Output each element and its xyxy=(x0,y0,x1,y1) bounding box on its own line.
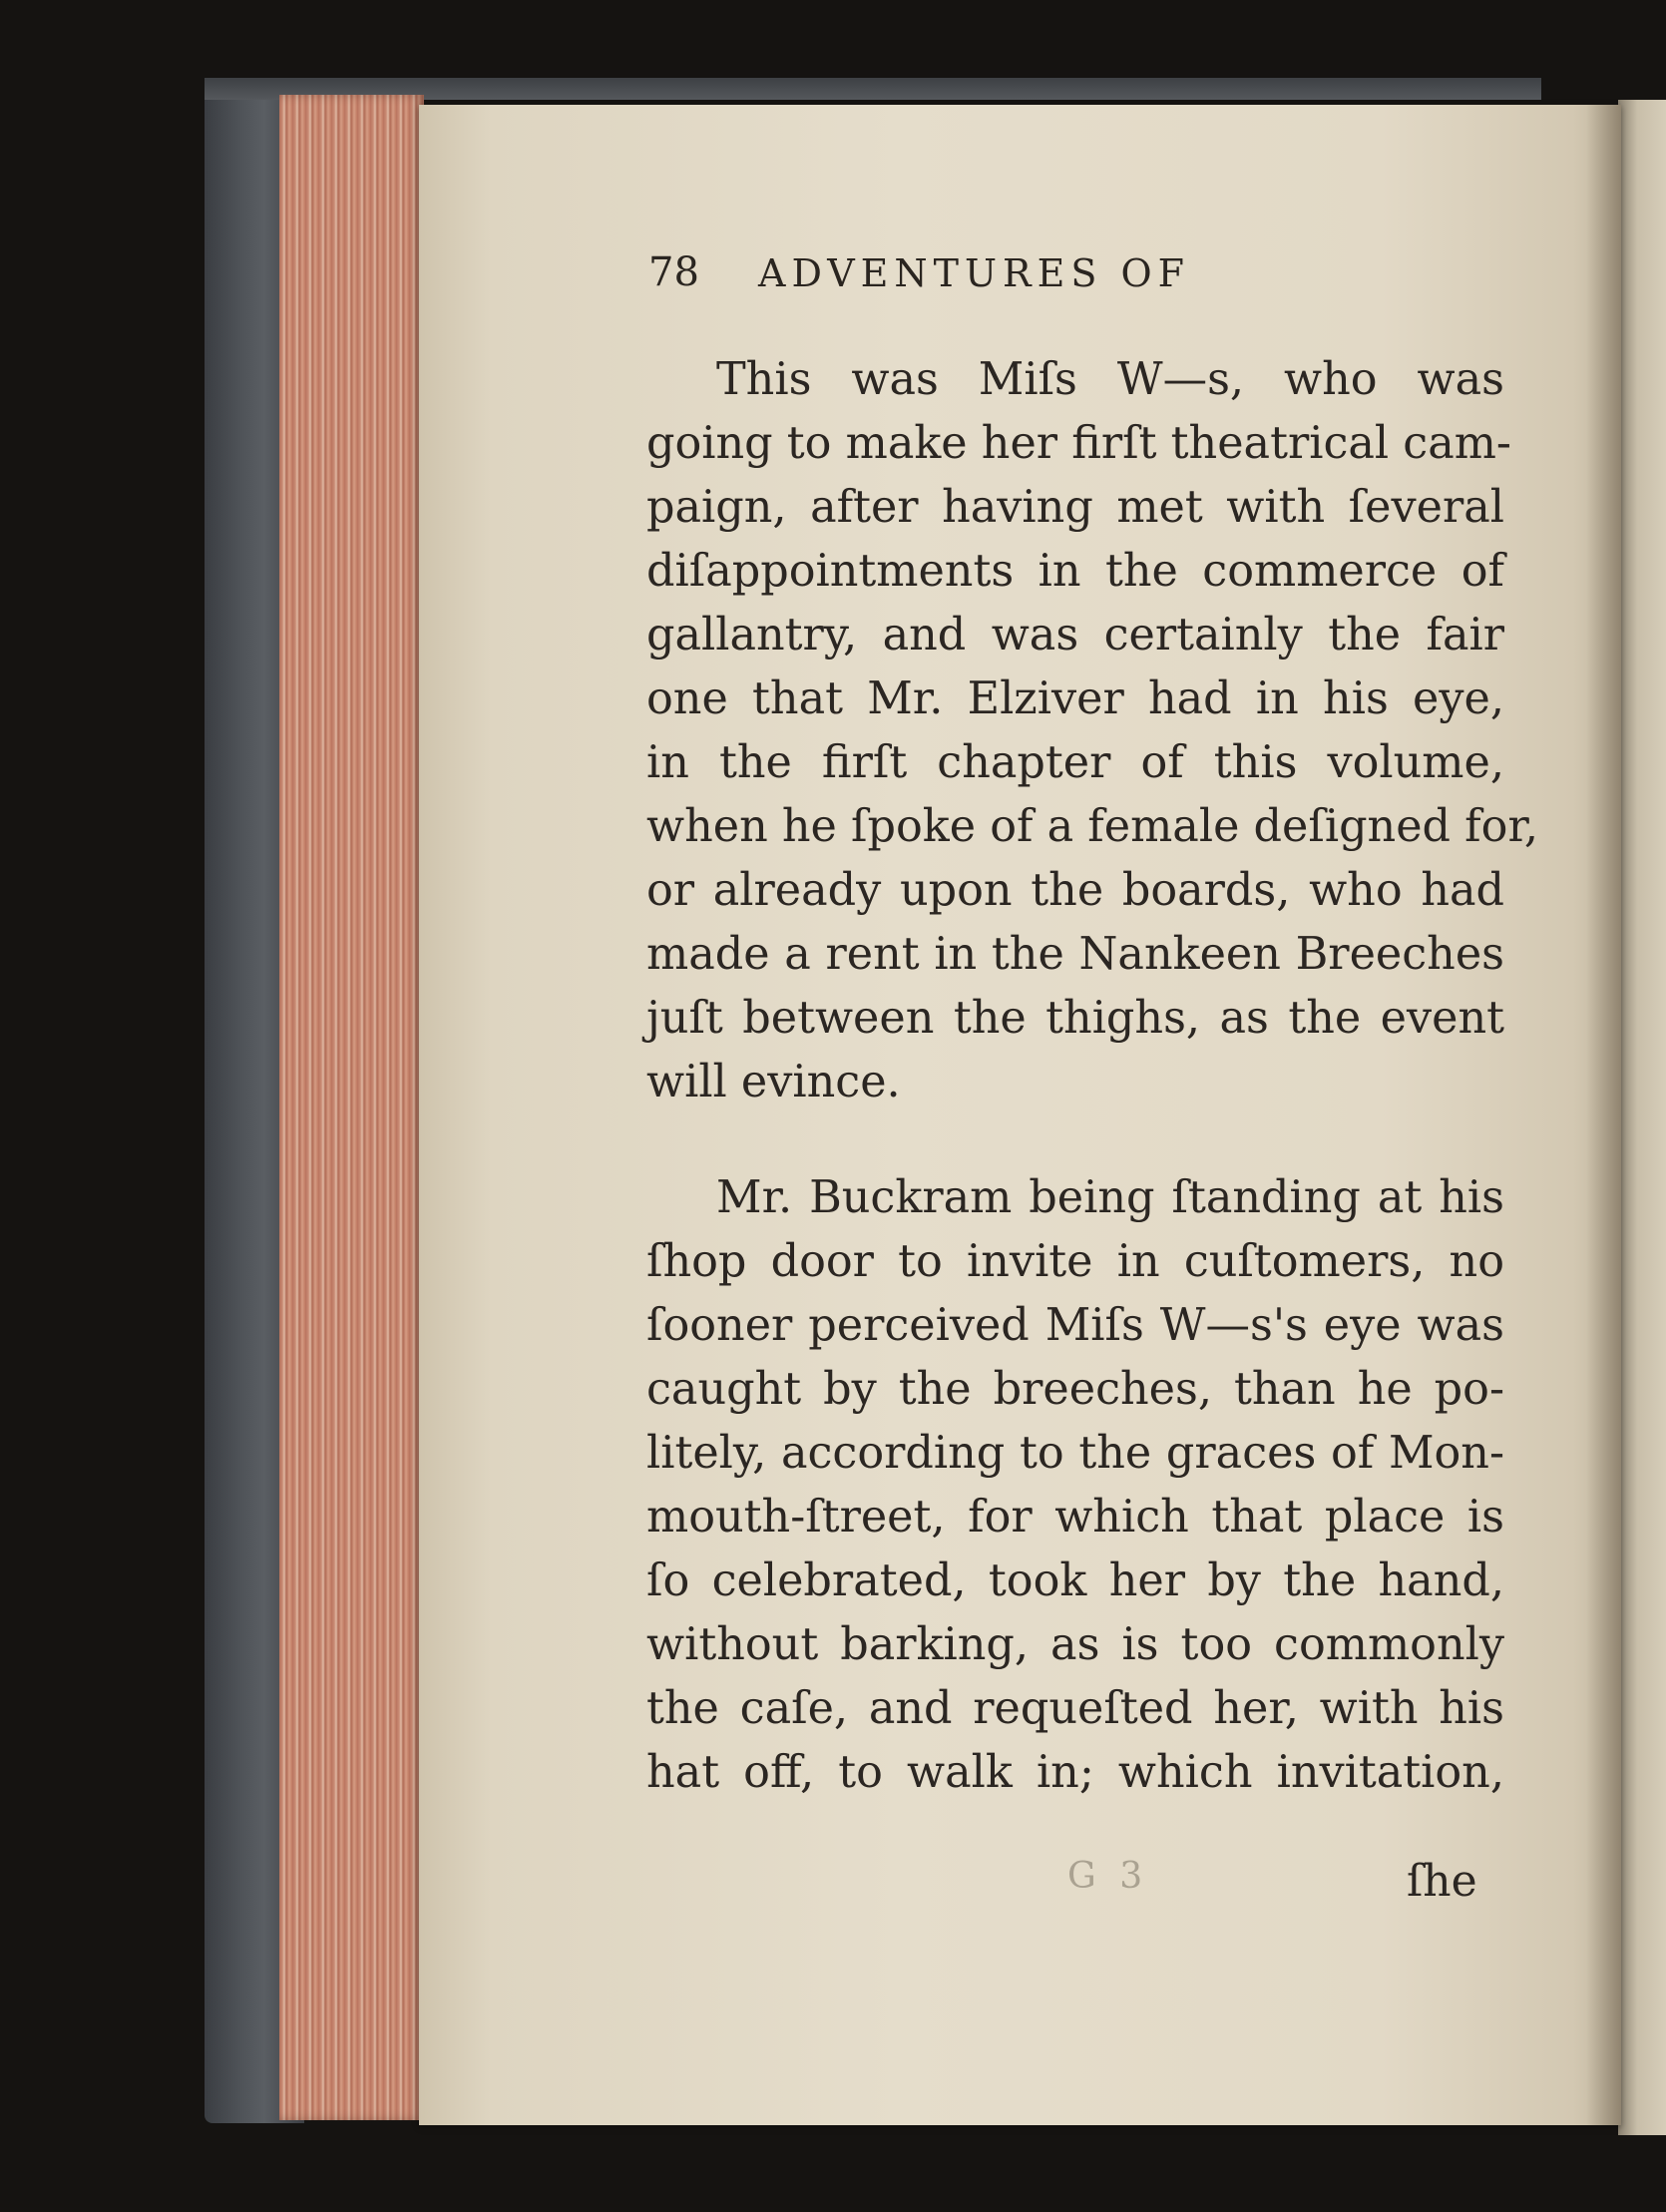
text-line: ſo celebrated, took her by the hand, xyxy=(646,1555,1504,1606)
text-line: ſooner perceived Miſs W—s's eye was xyxy=(646,1300,1504,1351)
text-line: without barking, as is too commonly xyxy=(646,1619,1504,1670)
facing-page-edge xyxy=(1618,100,1666,2135)
running-head xyxy=(648,247,1367,307)
text-line: the caſe, and requeſted her, with his xyxy=(646,1683,1504,1734)
text-line: when he ſpoke of a female deſigned for, xyxy=(646,801,1538,852)
text-line: caught by the breeches, than he po- xyxy=(646,1364,1504,1415)
catchword: ſhe xyxy=(1407,1856,1477,1907)
page-gutter-shadow xyxy=(1586,105,1621,2125)
running-title: ADVENTURES OF xyxy=(758,251,1191,295)
text-line: mouth-ſtreet, for which that place is xyxy=(646,1492,1504,1543)
text-line: This was Miſs W—s, who was xyxy=(716,354,1504,405)
text-line: made a rent in the Nankeen Breeches xyxy=(646,929,1504,980)
text-line: Mr. Buckram being ſtanding at his xyxy=(716,1172,1504,1223)
text-line: gallantry, and was certainly the fair xyxy=(646,610,1504,661)
text-line: litely, according to the graces of Mon- xyxy=(646,1428,1504,1479)
text-line: will evince. xyxy=(646,1057,901,1107)
text-line: juſt between the thighs, as the event xyxy=(646,993,1504,1044)
text-line: or already upon the boards, who had xyxy=(646,865,1504,916)
text-line: paign, after having met with ſeveral xyxy=(646,482,1504,533)
text-line: in the firſt chapter of this volume, xyxy=(646,737,1504,788)
text-line: one that Mr. Elziver had in his eye, xyxy=(646,673,1504,724)
text-line: going to make her firſt theatrical cam- xyxy=(646,418,1511,469)
text-line: ſhop door to invite in cuſtomers, no xyxy=(646,1236,1504,1287)
page-edges xyxy=(279,95,424,2120)
text-line: hat off, to walk in; which invitation, xyxy=(646,1747,1504,1798)
signature-mark: G 3 xyxy=(1067,1856,1149,1897)
text-line: diſappointments in the commerce of xyxy=(646,546,1504,597)
page-number: 78 xyxy=(648,249,699,295)
